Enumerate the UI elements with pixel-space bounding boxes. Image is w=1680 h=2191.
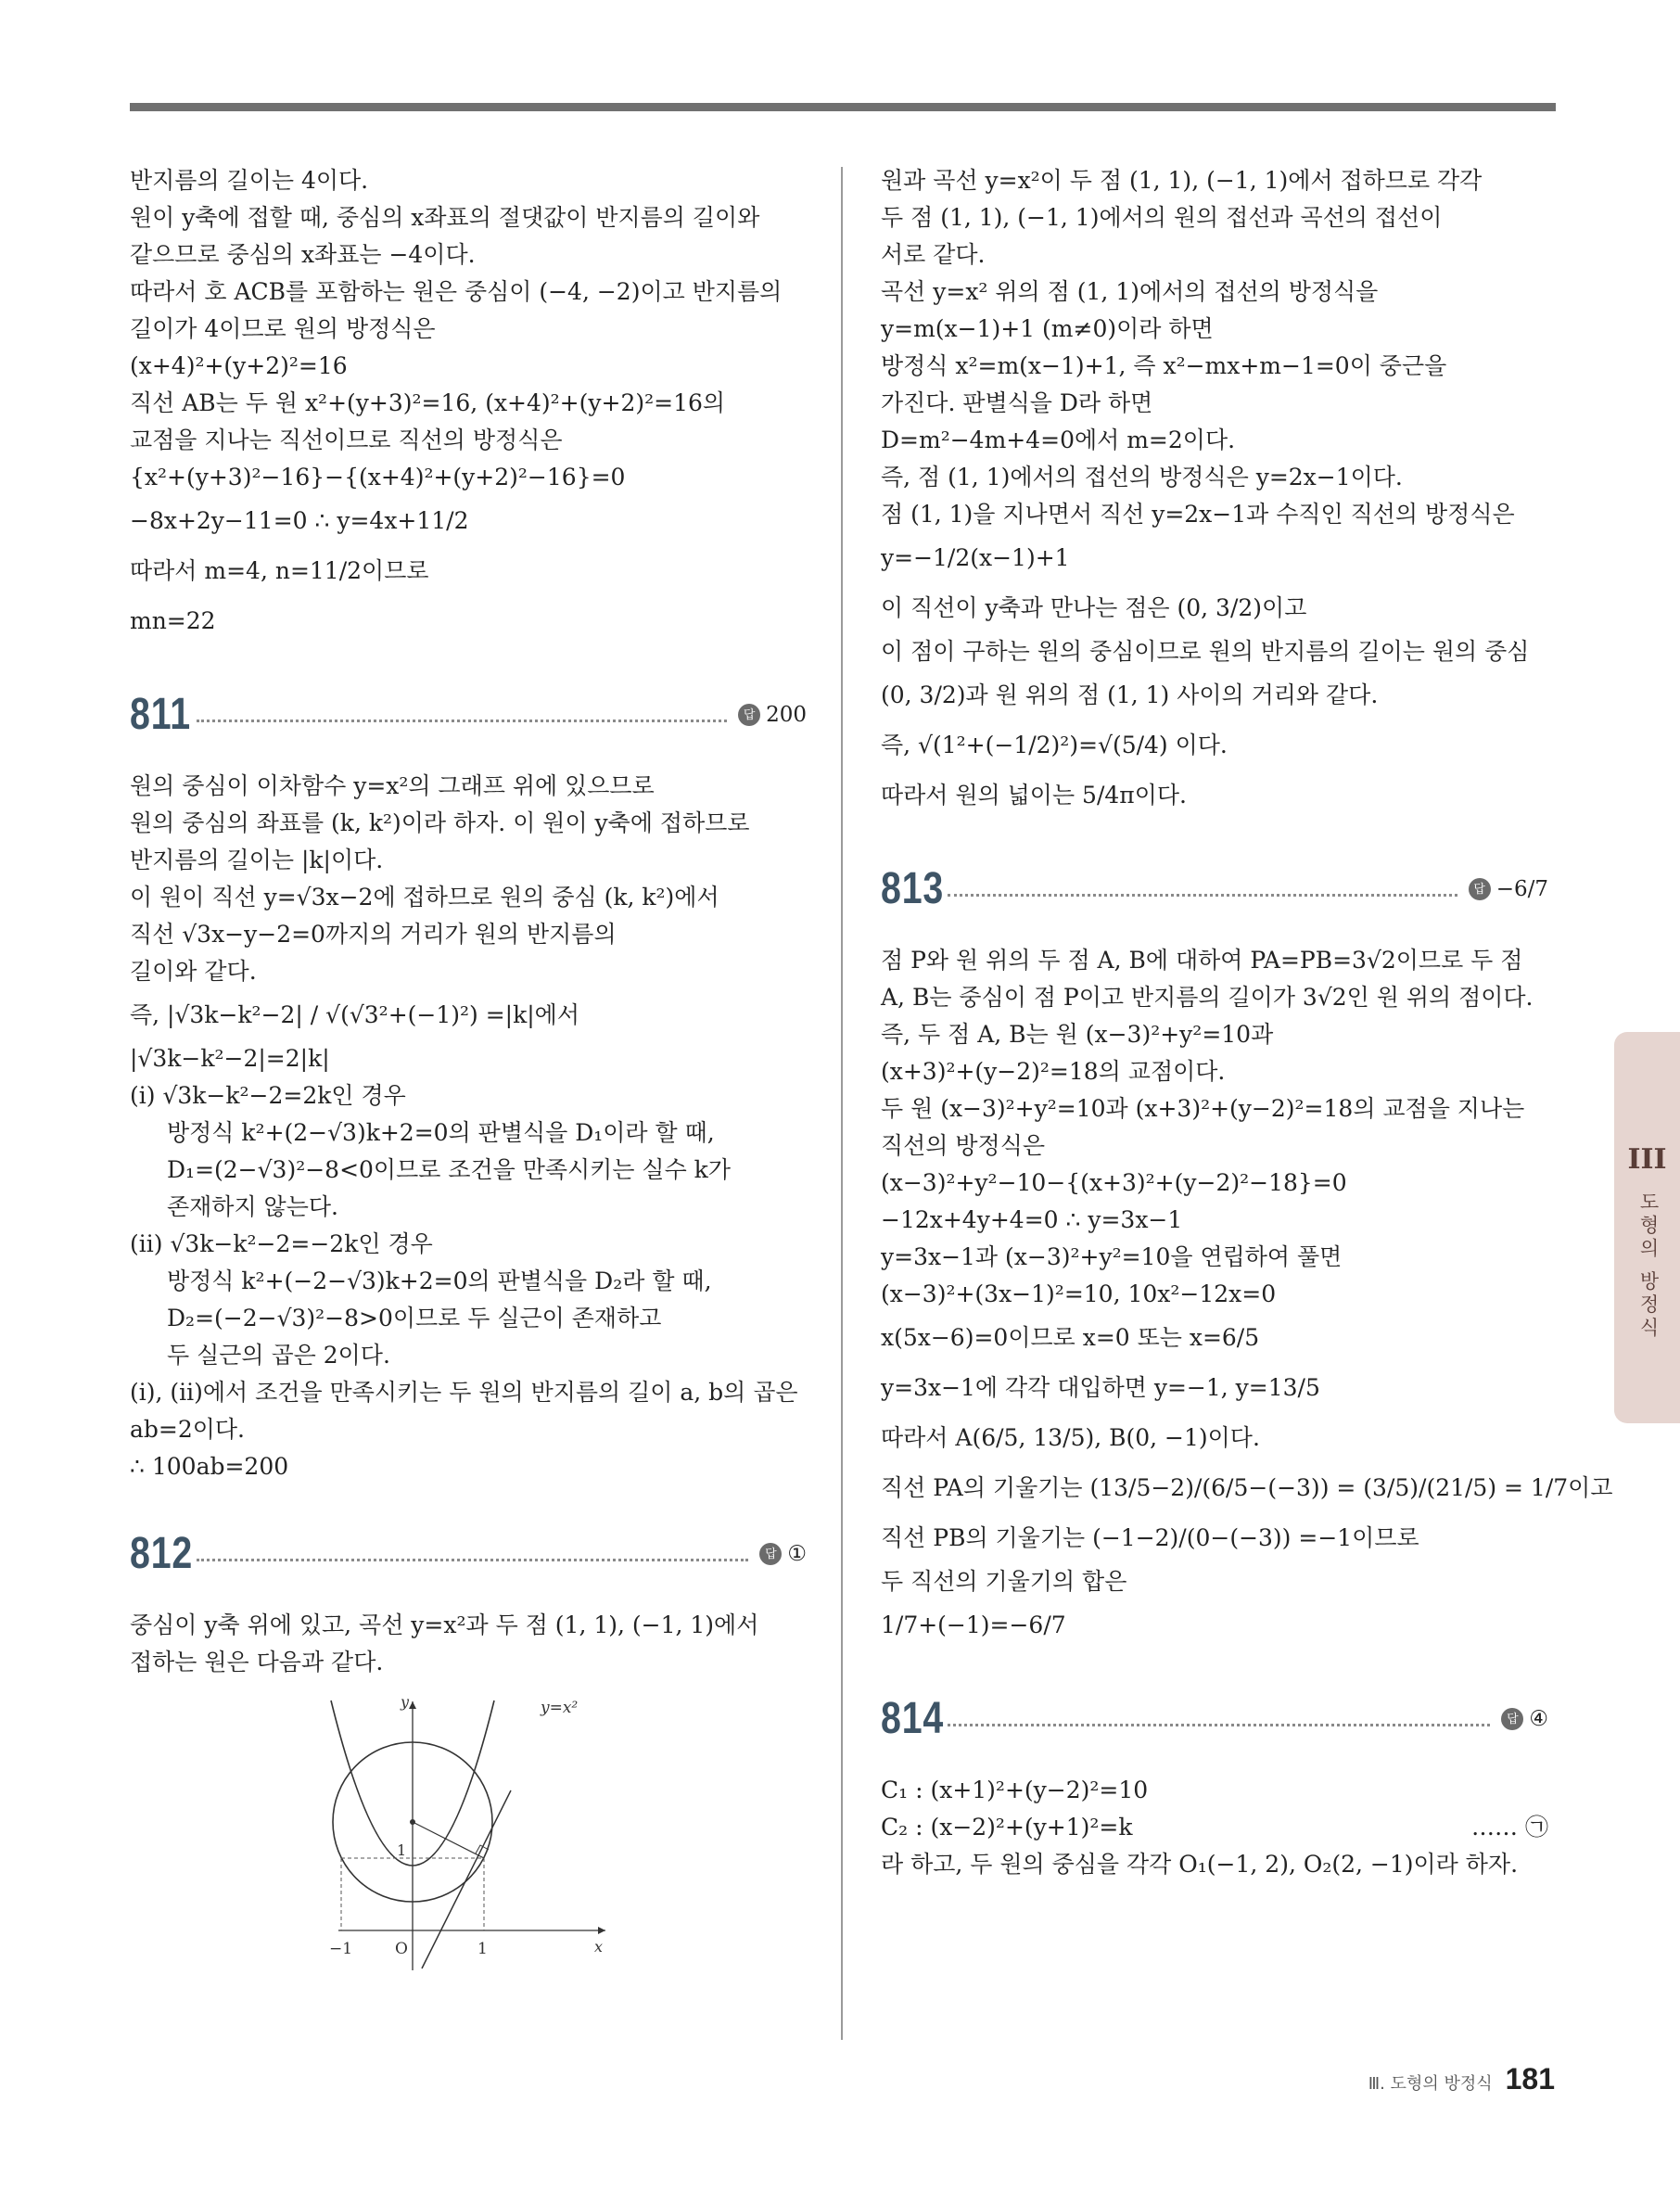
answer-badge-icon: 답 [1501, 1708, 1523, 1730]
text-line: 방정식 k²+(2−√3)k+2=0의 판별식을 D₁이라 할 때, [167, 1119, 715, 1146]
text-line: 직선 √3x−y−2=0까지의 거리가 원의 반지름의 [130, 921, 617, 948]
answer-badge-icon: 답 [1469, 878, 1491, 900]
text-line: 직선 AB는 두 원 x²+(y+3)²=16, (x+4)²+(y+2)²=16의 [130, 389, 726, 416]
equation-line: 직선 PB의 기울기는 (−1−2)/(0−(−3)) =−1이므로 [881, 1524, 1419, 1551]
text-line: ab=2이다. [130, 1416, 246, 1443]
text-line: 서로 같다. [881, 241, 986, 268]
answer-value: ④ [1529, 1706, 1548, 1731]
problem-812-header [130, 1528, 807, 1579]
text-line: 접하는 원은 다음과 같다. [130, 1649, 384, 1675]
answer-badge-icon: 답 [759, 1543, 782, 1565]
equation-text: C₂ : (x−2)²+(y+1)²=k [881, 1814, 1133, 1841]
chapter-title-vertical: 도형의 방정식 [1637, 1191, 1660, 1341]
circle-parabola-figure [329, 1694, 807, 1976]
text-line: 존재하지 않는다. [167, 1193, 338, 1220]
answer-value: ① [787, 1541, 807, 1566]
problem-number: 811 [130, 690, 191, 739]
text-line: (x+3)²+(y−2)²=18의 교점이다. [881, 1058, 1226, 1085]
equation-marker: …… ㉠ [1471, 1814, 1548, 1841]
text-line: 중심이 y축 위에 있고, 곡선 y=x²과 두 점 (1, 1), (−1, 1)에서 [130, 1611, 759, 1638]
text-line: 같으므로 중심의 x좌표는 −4이다. [130, 241, 476, 268]
footer-chapter: Ⅲ. 도형의 방정식 [1368, 2074, 1493, 2094]
problem-number: 812 [130, 1529, 194, 1578]
leader-dots [197, 720, 727, 722]
problem-number: 814 [881, 1694, 945, 1743]
equation-line: ∴ 100ab=200 [130, 1453, 289, 1480]
problem-814-header [881, 1693, 1548, 1744]
y-axis-arrow-icon [409, 1701, 416, 1709]
figure-svg [329, 1694, 607, 1972]
text-line: x(5x−6)=0이므로 x=0 또는 x=6/5 [881, 1324, 1260, 1351]
text-line: 이 직선이 y축과 만나는 점은 (0, 3/2)이고 [881, 594, 1307, 621]
text-line: 이 점이 구하는 원의 중심이므로 원의 반지름의 길이는 원의 중심 [881, 638, 1530, 665]
text-line: 점 P와 원 위의 두 점 A, B에 대하여 PA=PB=3√2이므로 두 점 [881, 947, 1523, 974]
chapter-roman: III [1627, 1143, 1667, 1176]
equation-line: (x−3)²+(3x−1)²=10, 10x²−12x=0 [881, 1280, 1277, 1307]
text-line: 두 실근의 곱은 2이다. [167, 1342, 390, 1369]
answer-value: −6/7 [1495, 876, 1548, 901]
page-footer [1368, 2062, 1555, 2096]
equation-line: 1/7+(−1)=−6/7 [881, 1611, 1066, 1638]
text-line: D₂=(−2−√3)²−8>0이므로 두 실근이 존재하고 [167, 1305, 662, 1331]
text-line: 길이와 같다. [130, 958, 257, 985]
leader-dots [948, 1724, 1490, 1726]
case-heading: (i) √3k−k²−2=2k인 경우 [130, 1082, 406, 1109]
text-line: 두 원 (x−3)²+y²=10과 (x+3)²+(y−2)²=18의 교점을 지나는 [881, 1095, 1525, 1122]
answer-box [1469, 877, 1548, 901]
equation-line-with-marker [881, 1809, 1548, 1846]
text-line: 즉, 두 점 A, B는 원 (x−3)²+y²=10과 [881, 1021, 1274, 1048]
leader-dots [948, 894, 1457, 897]
problem-813-header [881, 863, 1548, 914]
text-line: (0, 3/2)과 원 위의 점 (1, 1) 사이의 거리와 같다. [881, 682, 1379, 708]
text-line: 원의 중심이 이차함수 y=x²의 그래프 위에 있으므로 [130, 772, 655, 799]
text-line: 방정식 k²+(−2−√3)k+2=0의 판별식을 D₂라 할 때, [167, 1267, 712, 1294]
text-line: 원이 y축에 접할 때, 중심의 x좌표의 절댓값이 반지름의 길이와 [130, 204, 760, 231]
problem-811-header [130, 689, 807, 740]
equation-line: (x−3)²+y²−10−{(x+3)²+(y−2)²−18}=0 [881, 1169, 1347, 1196]
x-axis-label: x [594, 1938, 604, 1955]
text-line: 반지름의 길이는 4이다. [130, 167, 369, 194]
page-number: 181 [1505, 2062, 1555, 2095]
equation-line: 즉, |√3k−k²−2| / √(√3²+(−1)²) =|k|에서 [130, 1001, 579, 1028]
circle-center-point [410, 1819, 415, 1825]
text-line: 원과 곡선 y=x²이 두 점 (1, 1), (−1, 1)에서 접하므로 각각 [881, 167, 1483, 194]
text-line: y=3x−1에 각각 대입하면 y=−1, y=13/5 [881, 1374, 1320, 1401]
right-column [881, 162, 1613, 1883]
equation-line: (x+4)²+(y+2)²=16 [130, 352, 348, 379]
text-line: 따라서 호 ACB를 포함하는 원은 중심이 (−4, −2)이고 반지름의 [130, 278, 783, 305]
text-line: 방정식 x²=m(x−1)+1, 즉 x²−mx+m−1=0이 중근을 [881, 352, 1447, 379]
text-line: D₁=(2−√3)²−8<0이므로 조건을 만족시키는 실수 k가 [167, 1156, 731, 1183]
text-line: 점 (1, 1)을 지나면서 직선 y=2x−1과 수직인 직선의 방정식은 [881, 501, 1515, 528]
equation-line: C₁ : (x+1)²+(y−2)²=10 [881, 1777, 1149, 1803]
text-line: 따라서 m=4, n=11/2이므로 [130, 557, 429, 584]
text-line: 두 점 (1, 1), (−1, 1)에서의 원의 접선과 곡선의 접선이 [881, 204, 1443, 231]
equation-line: {x²+(y+3)²−16}−{(x+4)²+(y+2)²−16}=0 [130, 464, 626, 490]
equation-line: 즉, √(1²+(−1/2)²)=√(5/4) 이다. [881, 732, 1228, 758]
equation-line: −12x+4y+4=0 ∴ y=3x−1 [881, 1206, 1183, 1233]
radius-segment [413, 1822, 484, 1858]
text-line: 곡선 y=x² 위의 점 (1, 1)에서의 접선의 방정식을 [881, 278, 1379, 305]
text-line: 반지름의 길이는 |k|이다. [130, 847, 384, 873]
problem-number: 813 [881, 864, 945, 913]
top-rule [130, 103, 1556, 111]
x-tick-1: 1 [477, 1940, 488, 1958]
x-axis-arrow-icon [598, 1927, 605, 1934]
text-line: y=3x−1과 (x−3)²+y²=10을 연립하여 풀면 [881, 1243, 1343, 1270]
answer-box [759, 1542, 807, 1566]
case-heading: (ii) √3k−k²−2=−2k인 경우 [130, 1230, 433, 1257]
y-tick-1: 1 [397, 1841, 407, 1859]
text-line: 교점을 지나는 직선이므로 직선의 방정식은 [130, 427, 563, 453]
text-line: y=m(x−1)+1 (m≠0)이라 하면 [881, 315, 1214, 342]
text-line: D=m²−4m+4=0에서 m=2이다. [881, 427, 1236, 453]
answer-box [1501, 1707, 1548, 1731]
text-line: 길이가 4이므로 원의 방정식은 [130, 315, 436, 342]
equation-line: |√3k−k²−2|=2|k| [130, 1045, 330, 1072]
text-line: 이 원이 직선 y=√3x−2에 접하므로 원의 중심 (k, k²)에서 [130, 884, 719, 911]
text-line: (i), (ii)에서 조건을 만족시키는 두 원의 반지름의 길이 a, b의 곱은 [130, 1379, 798, 1406]
y-axis-label: y [401, 1694, 410, 1711]
text-line: 원의 중심의 좌표를 (k, k²)이라 하자. 이 원이 y축에 접하므로 [130, 809, 750, 836]
x-tick-neg1: −1 [329, 1940, 353, 1958]
text-line: 따라서 A(6/5, 13/5), B(0, −1)이다. [881, 1424, 1260, 1451]
curve-label: y=x² [541, 1699, 579, 1717]
equation-line: −8x+2y−11=0 ∴ y=4x+11/2 [130, 507, 469, 534]
text-line: 따라서 원의 넓이는 5/4π이다. [881, 782, 1187, 809]
answer-badge-icon: 답 [738, 704, 760, 726]
chapter-side-tab [1614, 1032, 1680, 1423]
text-line: 직선의 방정식은 [881, 1132, 1045, 1159]
tangent-line [422, 1790, 511, 1968]
answer-box [738, 703, 807, 727]
text-line: 두 직선의 기울기의 합은 [881, 1568, 1127, 1595]
column-divider [841, 167, 843, 2040]
text-line: 라 하고, 두 원의 중심을 각각 O₁(−1, 2), O₂(2, −1)이라 하자. [881, 1851, 1519, 1878]
equation-line: 직선 PA의 기울기는 (13/5−2)/(6/5−(−3)) = (3/5)/(21/5) = 1/7이고 [881, 1474, 1613, 1501]
origin-label: O [395, 1940, 408, 1958]
equation-line: y=−1/2(x−1)+1 [881, 544, 1070, 571]
text-line: 즉, 점 (1, 1)에서의 접선의 방정식은 y=2x−1이다. [881, 464, 1403, 490]
left-column [130, 162, 807, 1976]
text-line: 가진다. 판별식을 D라 하면 [881, 389, 1153, 416]
text-line: A, B는 중심이 점 P이고 반지름의 길이가 3√2인 원 위의 점이다. [881, 984, 1534, 1011]
equation-line: mn=22 [130, 607, 216, 634]
answer-value: 200 [766, 702, 807, 727]
leader-dots [197, 1559, 748, 1561]
